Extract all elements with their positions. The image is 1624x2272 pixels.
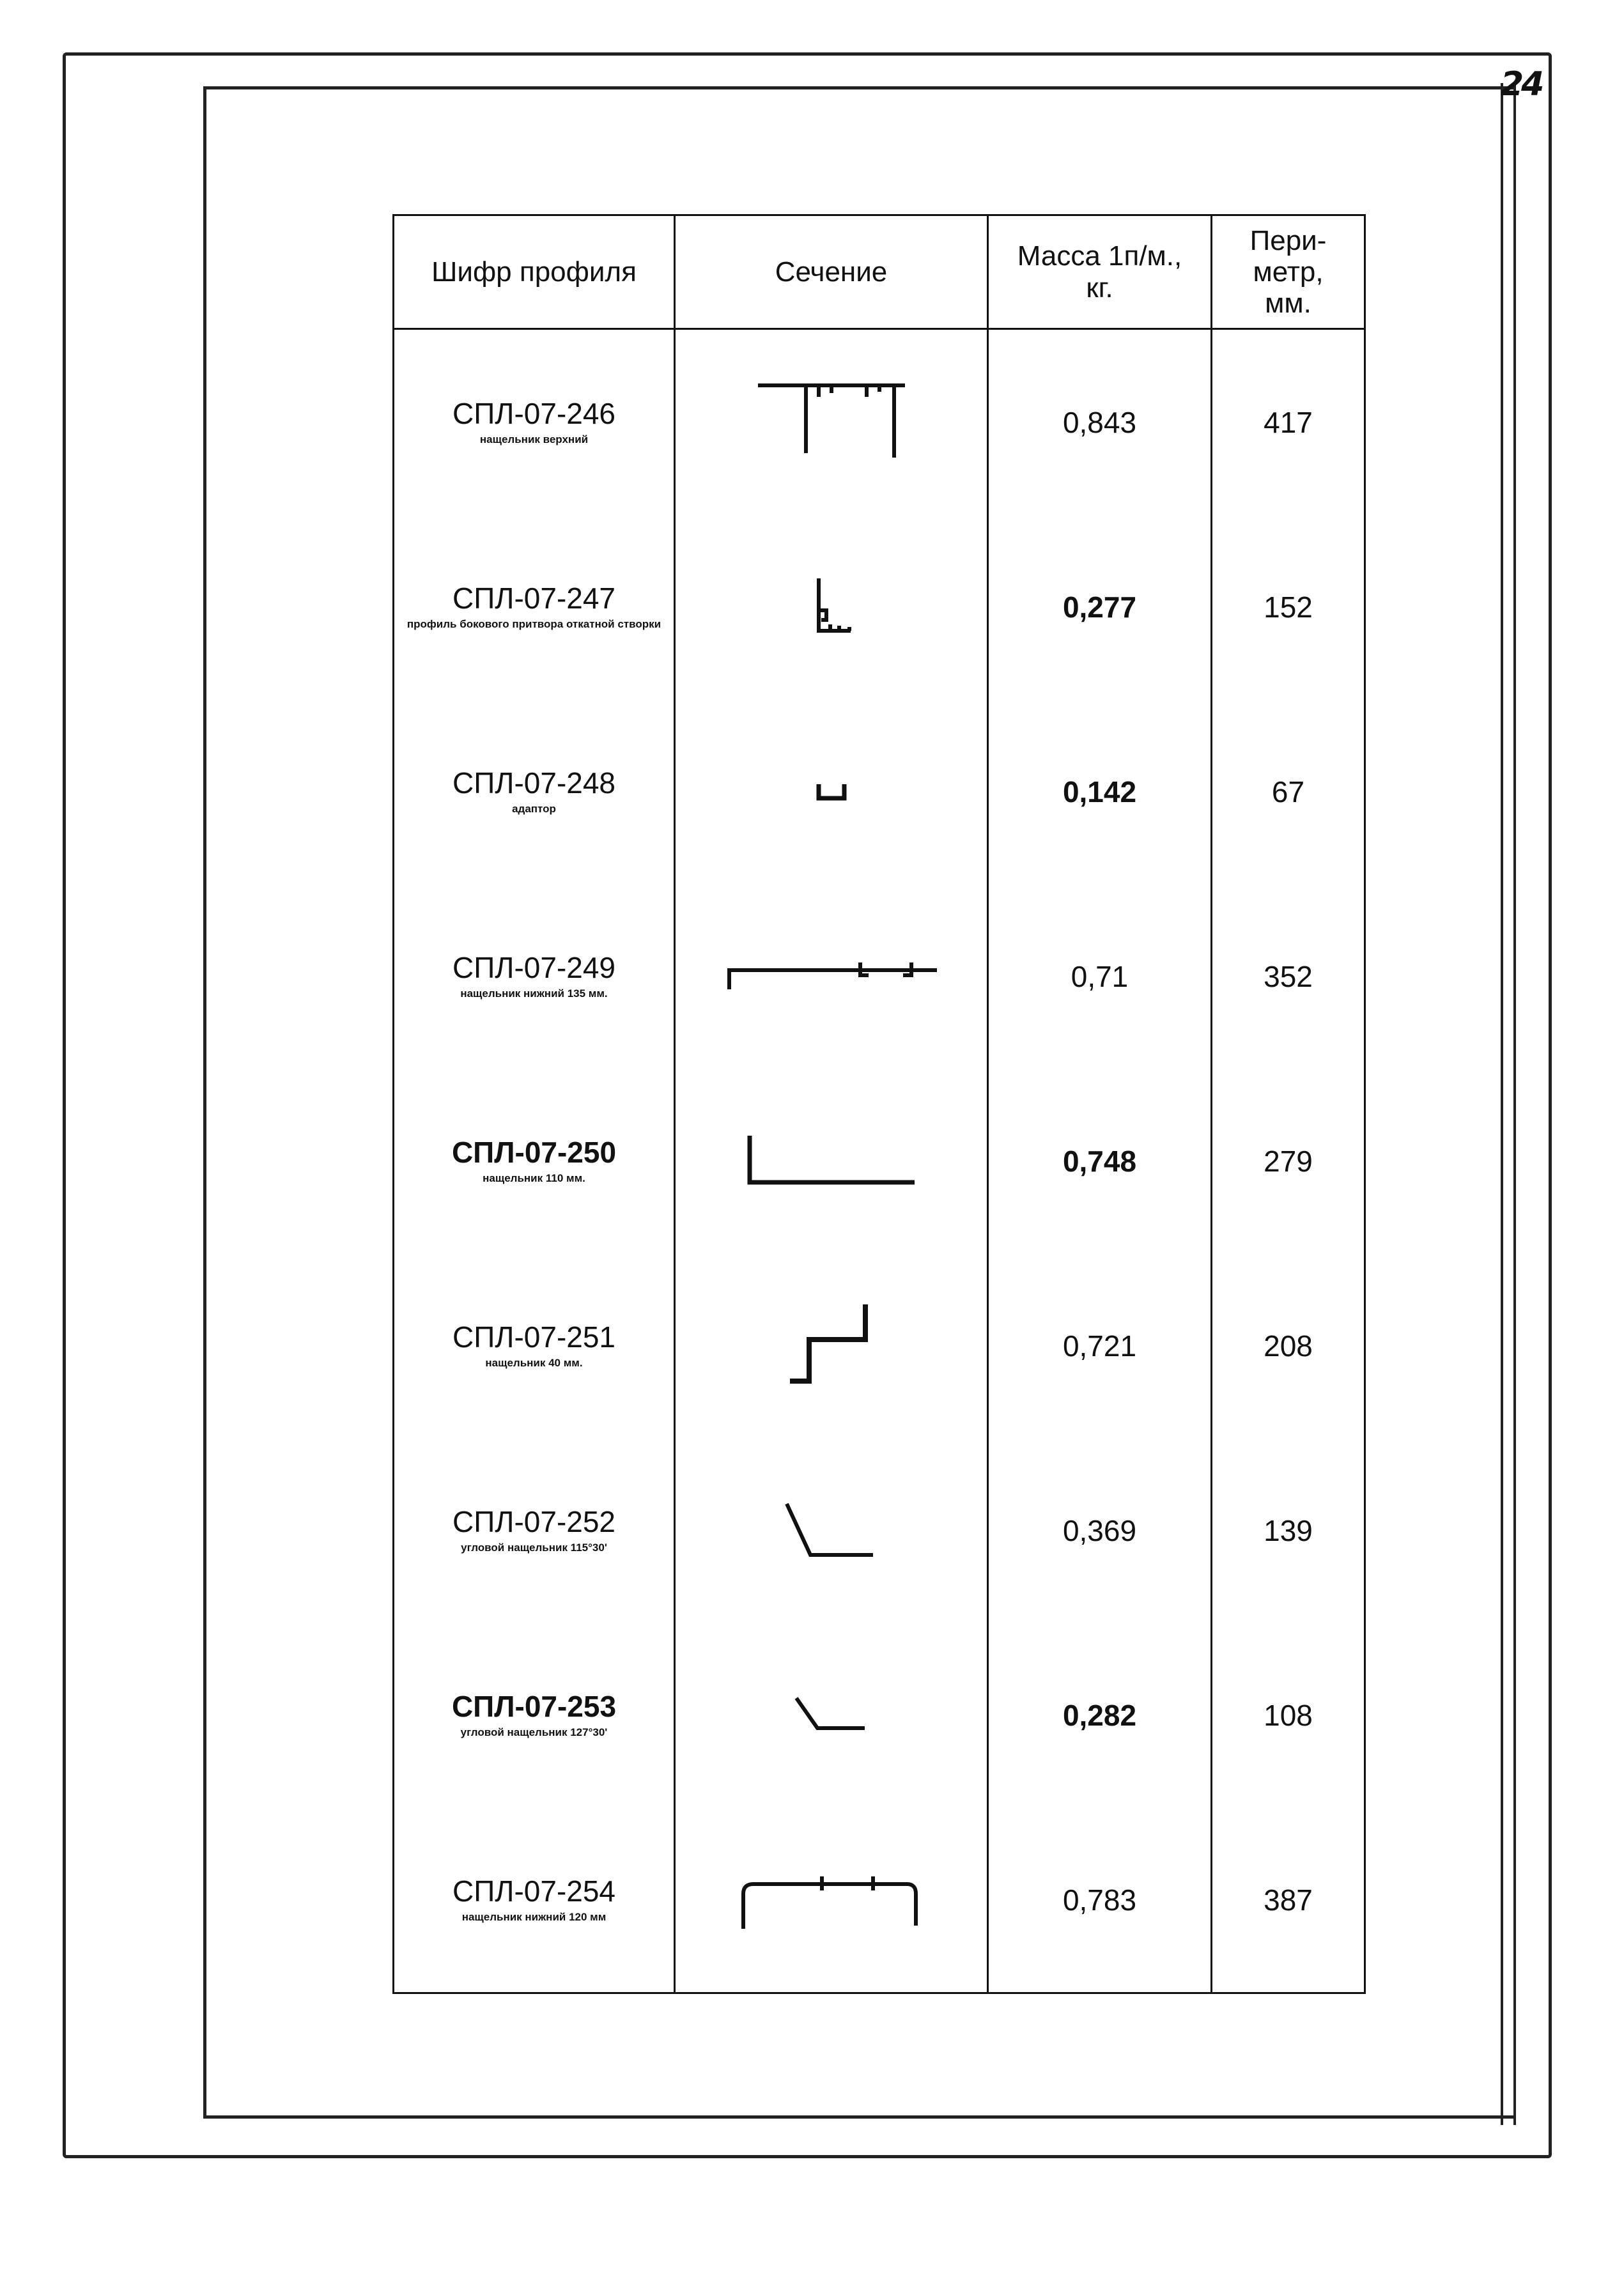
code-cell — [394, 1069, 675, 1253]
perimeter-cell — [1212, 1069, 1365, 1253]
perimeter-cell — [1212, 884, 1365, 1069]
perimeter-value: 139 — [1264, 1513, 1313, 1547]
side-rebate-profile-icon — [793, 572, 870, 642]
profile-description: нащельник 40 мм. — [485, 1356, 583, 1369]
table-row — [394, 1623, 1365, 1807]
section-cell — [675, 1807, 988, 1993]
corner-cover-115-profile-icon — [784, 1499, 879, 1563]
frame-right-double-line — [1501, 83, 1516, 2125]
profile-code: СПЛ-07-251 — [452, 1320, 616, 1354]
page-number: 24 — [1501, 65, 1542, 104]
code-cell — [394, 1253, 675, 1438]
header-mass: Масса 1п/м., кг. — [988, 215, 1212, 329]
header-code: Шифр профиля — [394, 215, 675, 329]
mass-value: 0,721 — [1062, 1329, 1137, 1363]
profile-description: угловой нащельник 115°30' — [461, 1541, 607, 1554]
profile-code: СПЛ-07-246 — [452, 397, 616, 431]
perimeter-value: 108 — [1264, 1698, 1313, 1732]
profiles-table — [392, 214, 1366, 1994]
code-cell — [394, 514, 675, 699]
section-cell — [675, 1623, 988, 1807]
mass-cell — [988, 884, 1212, 1069]
corner-cover-127-profile-icon — [793, 1693, 870, 1738]
profile-description: угловой нащельник 127°30' — [460, 1726, 608, 1738]
cover-110-profile-icon — [742, 1132, 921, 1190]
profile-code: СПЛ-07-252 — [452, 1505, 616, 1539]
table-row — [394, 1807, 1365, 1993]
perimeter-value: 152 — [1264, 590, 1313, 624]
mass-value: 0,142 — [1062, 775, 1137, 808]
table-row — [394, 1069, 1365, 1253]
mass-cell — [988, 329, 1212, 515]
perimeter-cell — [1212, 514, 1365, 699]
code-cell — [394, 1623, 675, 1807]
perimeter-value: 67 — [1271, 775, 1305, 808]
table-header-row — [394, 215, 1365, 329]
mass-cell — [988, 514, 1212, 699]
profile-description: нащельник нижний 135 мм. — [460, 987, 608, 1000]
profile-code: СПЛ-07-253 — [451, 1690, 617, 1724]
top-cover-profile-icon — [755, 378, 908, 467]
mass-value: 0,783 — [1062, 1883, 1137, 1917]
perimeter-cell — [1212, 1807, 1365, 1993]
perimeter-value: 417 — [1264, 405, 1313, 439]
perimeter-cell — [1212, 699, 1365, 884]
adapter-profile-icon — [812, 779, 851, 805]
perimeter-value: 387 — [1264, 1883, 1313, 1917]
perimeter-cell — [1212, 1253, 1365, 1438]
mass-value: 0,71 — [1071, 959, 1129, 993]
table-row — [394, 1438, 1365, 1623]
section-cell — [675, 1069, 988, 1253]
mass-cell — [988, 1623, 1212, 1807]
mass-value: 0,843 — [1062, 405, 1137, 439]
cover-40-profile-icon — [784, 1301, 879, 1391]
mass-cell — [988, 1253, 1212, 1438]
code-cell — [394, 1438, 675, 1623]
profile-code: СПЛ-07-247 — [452, 582, 616, 615]
perimeter-value: 279 — [1264, 1144, 1313, 1178]
section-cell — [675, 884, 988, 1069]
header-section: Сечение — [675, 215, 988, 329]
code-cell — [394, 884, 675, 1069]
bottom-cover-135-profile-icon — [723, 957, 940, 996]
profile-code: СПЛ-07-249 — [452, 951, 616, 985]
mass-value: 0,369 — [1062, 1513, 1137, 1547]
table-row — [394, 329, 1365, 515]
section-cell — [675, 1253, 988, 1438]
mass-cell — [988, 699, 1212, 884]
section-cell — [675, 329, 988, 515]
section-cell — [675, 1438, 988, 1623]
table-row — [394, 699, 1365, 884]
perimeter-cell — [1212, 1438, 1365, 1623]
profile-description: нащельник 110 мм. — [483, 1171, 585, 1184]
table-row — [394, 884, 1365, 1069]
mass-cell — [988, 1438, 1212, 1623]
perimeter-cell — [1212, 329, 1365, 515]
section-cell — [675, 699, 988, 884]
code-cell — [394, 1807, 675, 1993]
profile-description: нащельник верхний — [479, 433, 589, 445]
mass-value: 0,282 — [1062, 1698, 1137, 1732]
profile-description: адаптор — [512, 802, 556, 815]
section-cell — [675, 514, 988, 699]
profile-code: СПЛ-07-250 — [451, 1136, 617, 1170]
table-row — [394, 1253, 1365, 1438]
mass-value: 0,748 — [1062, 1144, 1137, 1178]
perimeter-cell — [1212, 1623, 1365, 1807]
profile-code: СПЛ-07-254 — [452, 1874, 616, 1908]
mass-value: 0,277 — [1062, 590, 1137, 624]
bottom-cover-120-profile-icon — [736, 1865, 927, 1935]
code-cell — [394, 329, 675, 515]
code-cell — [394, 699, 675, 884]
profile-description: профиль бокового притвора откатной створки — [406, 617, 661, 630]
perimeter-value: 208 — [1264, 1329, 1313, 1363]
table-row — [394, 514, 1365, 699]
profile-description: нащельник нижний 120 мм — [461, 1910, 607, 1923]
mass-cell — [988, 1807, 1212, 1993]
mass-cell — [988, 1069, 1212, 1253]
profile-code: СПЛ-07-248 — [452, 766, 616, 800]
perimeter-value: 352 — [1264, 959, 1313, 993]
header-perimeter: Пери- метр, мм. — [1212, 215, 1365, 329]
